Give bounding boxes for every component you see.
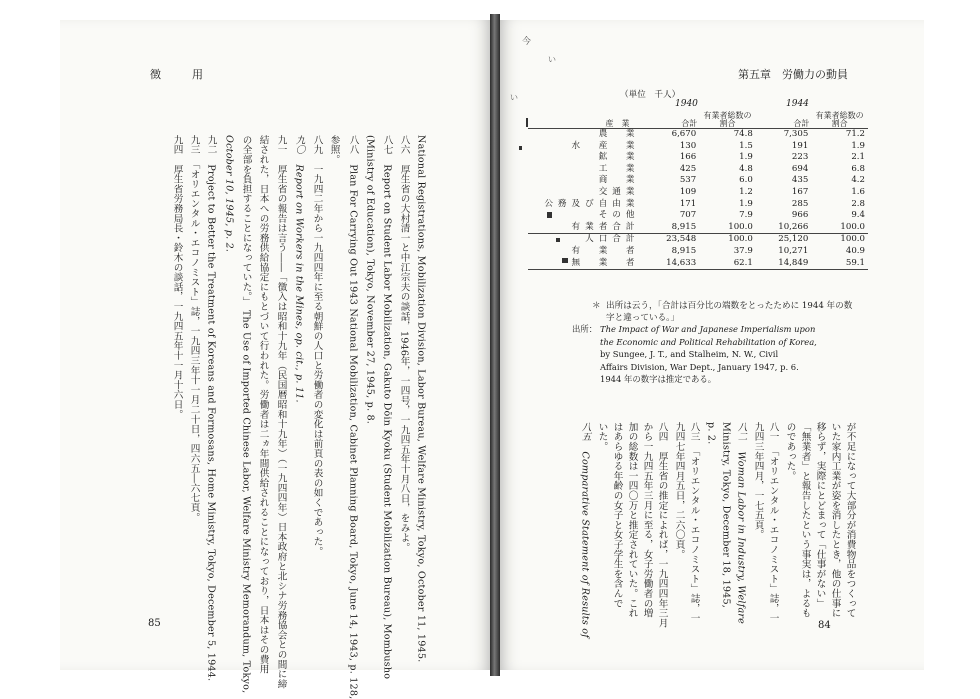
note-line: 八五 Comparative Statement of Results of bbox=[579, 422, 591, 638]
table-cell-p1944: 100.0 bbox=[840, 221, 865, 232]
year-1944: 1944 bbox=[786, 99, 809, 109]
table-cell-p1940: 6.0 bbox=[739, 175, 753, 186]
table-cell-p1944: 1.9 bbox=[851, 140, 865, 151]
table-cell-label: 農 業 bbox=[598, 129, 640, 139]
header-industry: 産 業 bbox=[528, 112, 646, 129]
table-cell-p1944: 71.2 bbox=[845, 129, 865, 139]
note-line: 八六 厚生省の大村清一と中江宗夫の談話，1946年，一四号，一九四五年十月八日，をみよ。 bbox=[398, 135, 410, 553]
note-line: Ministry, Tokyo, December 18, 1945, bbox=[720, 422, 732, 609]
note-line: 結された，日本への労務供給協定にもとづいて行われた。労働者は二ヵ年間供給されることになっており，日本はその費用 bbox=[257, 135, 269, 674]
note-line: National Registrations, Mobilization Division, Labor Bureau, Welfare Ministry, Tokyo, October 11, 1945. bbox=[415, 135, 427, 663]
table-cell-v1944: 10,266 bbox=[778, 221, 809, 232]
note-line: 九〇 Report on Workers in the Mines, op. cit., p. 11. bbox=[293, 135, 305, 403]
source-label: 出所： bbox=[572, 324, 598, 334]
table-cell-label: 鉱 業 bbox=[598, 152, 640, 163]
table-cell-p1940: 1.5 bbox=[739, 140, 753, 151]
margin-mark: い bbox=[510, 93, 518, 102]
note-line: (Ministry of Education), Tokyo, November 27, 1945, p. 8. bbox=[364, 135, 376, 425]
table-row bbox=[528, 187, 868, 199]
table-cell-v1944: 223 bbox=[791, 152, 809, 163]
note-line: 移らず，実際にとどまって「仕事がない」 bbox=[814, 422, 826, 609]
table-cell-v1940: 171 bbox=[679, 198, 697, 209]
table-row bbox=[528, 141, 868, 153]
source-line: the Economic and Political Rehabilitation of Korea, bbox=[600, 336, 817, 347]
table-row bbox=[528, 175, 868, 187]
note-line: から一九四五年三月に至る，女子労働者の増 bbox=[641, 422, 653, 618]
left-running-head: 徴 用 bbox=[150, 68, 213, 81]
source-line: The Impact of War and Japanese Imperialism upon bbox=[600, 324, 816, 334]
note-line: 八九 一九四二年から一九四四年に至る朝鮮の人口と労働者の変化は前頁の表の如くであった。 bbox=[311, 135, 323, 557]
note-line: October 10, 1945, p. 2. bbox=[223, 135, 235, 253]
left-page-number: 85 bbox=[148, 618, 161, 629]
note-line: 九四三年四月，一七五頁。 bbox=[752, 422, 764, 540]
table-cell-v1944: 435 bbox=[791, 175, 809, 186]
table-row bbox=[528, 129, 868, 141]
table-row bbox=[528, 152, 868, 164]
table-cell-v1944: 191 bbox=[791, 140, 809, 151]
table-cell-p1940: 1.2 bbox=[739, 186, 753, 197]
note-line: 参照。 bbox=[328, 135, 340, 165]
header-share-1944: 有業者総数の割合 bbox=[811, 112, 868, 129]
table-cell-v1940: 8,915 bbox=[671, 245, 697, 256]
header-total-1944: 合計 bbox=[756, 112, 811, 129]
table-cell-v1944: 694 bbox=[791, 163, 809, 174]
table-cell-label: 有 業 者 bbox=[571, 245, 640, 256]
note-line: p. 2. bbox=[705, 422, 717, 445]
header-share-1940: 有業者総数の割合 bbox=[699, 112, 756, 129]
note-line: 八八 Plan For Carrying Out 1943 National Mobilization, Cabinet Planning Board, Tokyo, June 14, 1943, p. 128, bbox=[347, 135, 359, 699]
note-line: はあらゆる年齢の女子と女子学生を含んで bbox=[611, 422, 623, 609]
note-line: いた。 bbox=[596, 422, 608, 452]
note-line: のであった。 bbox=[784, 422, 796, 481]
table-cell-v1944: 10,271 bbox=[778, 245, 809, 256]
source-line: 1944 年の数字は推定である。 bbox=[600, 374, 717, 385]
table-cell-v1940: 109 bbox=[679, 186, 697, 197]
table-cell-p1944: 1.6 bbox=[851, 186, 865, 197]
table-row bbox=[528, 210, 868, 222]
table-cell-label: 有業者合計 bbox=[571, 221, 640, 232]
source-line: by Sungee, J. T., and Stalheim, N. W., Civil bbox=[600, 349, 779, 360]
table-cell-v1940: 8,915 bbox=[671, 221, 697, 232]
table-cell-v1940: 23,548 bbox=[666, 234, 697, 245]
note-line: いた家内工業が姿を消したとき，他の仕事に bbox=[829, 422, 841, 618]
table-cell-v1944: 285 bbox=[791, 198, 809, 209]
year-1940: 1940 bbox=[675, 99, 698, 109]
table-cell-p1940: 1.9 bbox=[739, 198, 753, 209]
table-row bbox=[528, 234, 868, 246]
source-line: Affairs Division, War Dept., January 1947, p. 6. bbox=[600, 361, 799, 372]
employment-table bbox=[528, 112, 868, 270]
right-page-number: 84 bbox=[818, 620, 831, 631]
footnote: 出所は云う，「合計は百分比の端数をとったために 1944 年の数 bbox=[606, 301, 853, 311]
table-cell-v1944: 25,120 bbox=[778, 234, 809, 245]
table-row bbox=[528, 258, 868, 270]
table-cell-p1944: 4.2 bbox=[851, 175, 865, 186]
header-total-1940: 合計 bbox=[646, 112, 700, 129]
table-cell-p1940: 1.9 bbox=[739, 152, 753, 163]
table-cell-p1944: 100.0 bbox=[840, 234, 865, 245]
table-cell-label: 公務及び自由業 bbox=[544, 198, 640, 209]
table-cell-v1940: 425 bbox=[679, 163, 697, 174]
table-cell-p1940: 100.0 bbox=[728, 221, 753, 232]
table-cell-v1940: 130 bbox=[679, 140, 697, 151]
note-line: の全部を負担することになっていた。」 The Use of Imported Chinese Labor, Welfare Ministry Memorandum, Tokyo, bbox=[240, 135, 252, 694]
note-line: 九三 「オリエンタル・エコノミスト」誌，一九四三年十一月二十日，四六五―六七頁。 bbox=[188, 135, 200, 523]
note-line: 九二 Project to Better the Treatment of Koreans and Formosans, Home Ministry, Tokyo, December 5, 1944. bbox=[205, 135, 217, 682]
table-cell-label: 人口合計 bbox=[585, 234, 640, 245]
note-line: 八四 厚生省の推定によれば，一九四四年三月 bbox=[656, 422, 668, 628]
note-line: 「無業者」と報告したという事実は，よるも bbox=[799, 422, 811, 618]
table-cell-label: 水 産 業 bbox=[571, 140, 640, 151]
table-cell-p1940: 4.8 bbox=[739, 163, 753, 174]
note-line: 加の総数は一四〇万と推定されていた。これ bbox=[626, 422, 638, 618]
table-cell-label: 工 業 bbox=[598, 163, 640, 174]
note-line: が不足になって大部分が消費物品をつくって bbox=[844, 422, 856, 618]
table-cell-label: その他 bbox=[598, 210, 640, 221]
table-cell-v1940: 537 bbox=[679, 175, 697, 186]
right-running-head: 第五章 労働力の動員 bbox=[738, 68, 848, 81]
table-cell-v1940: 14,633 bbox=[666, 257, 697, 268]
table-cell-v1944: 14,849 bbox=[778, 257, 809, 268]
table-cell-v1944: 167 bbox=[791, 186, 809, 197]
table-cell-p1940: 100.0 bbox=[728, 234, 753, 245]
table-unit: （単位 千人） bbox=[620, 90, 681, 100]
source-citation bbox=[572, 323, 880, 386]
note-line: 八三 「オリエンタル・エコノミスト」誌，一 bbox=[688, 422, 700, 623]
table-cell-v1944: 966 bbox=[791, 210, 809, 221]
table-cell-p1944: 2.1 bbox=[851, 152, 865, 163]
table-cell-label: 交通業 bbox=[598, 186, 640, 197]
table-row bbox=[528, 199, 868, 211]
table-row bbox=[528, 164, 868, 176]
table-cell-p1940: 7.9 bbox=[739, 210, 753, 221]
table-cell-v1940: 166 bbox=[679, 152, 697, 163]
note-line: 八二 Woman Labor in Industry, Welfare bbox=[735, 422, 747, 625]
table-cell-v1940: 707 bbox=[679, 210, 697, 221]
table-cell-p1944: 40.9 bbox=[845, 245, 865, 256]
table-row bbox=[528, 246, 868, 258]
table-cell-label: 無 業 者 bbox=[571, 257, 640, 268]
table-cell-p1940: 37.9 bbox=[733, 245, 753, 256]
table-cell-p1944: 9.4 bbox=[851, 210, 865, 221]
note-line: 九四 厚生省労務局長・鈴木の談話，一九四五年十一月十六日。 bbox=[171, 135, 183, 420]
note-line: 九一 厚生省の報告は言う――「徴入は昭和十九年（民国暦昭和十九年）（一九四四年）日本政府と北シナ労務協会との間に締 bbox=[275, 135, 287, 689]
table-cell-label: 商 業 bbox=[598, 175, 640, 186]
table-cell-p1940: 74.8 bbox=[733, 129, 753, 139]
table-cell-p1944: 6.8 bbox=[851, 163, 865, 174]
note-line: 八一 「オリエンタル・エコノミスト」誌，一 bbox=[767, 422, 779, 623]
footnote-cont: 字と違っている。」 bbox=[606, 313, 680, 323]
table-row bbox=[528, 222, 868, 234]
book-gutter bbox=[490, 14, 500, 676]
table-cell-p1940: 62.1 bbox=[733, 257, 753, 268]
note-line: 九四七年四月五日，二六〇頁。 bbox=[673, 422, 685, 560]
note-line: 八七 Report on Student Labor Mobilization, Gakuto Dōin Kyoku (Student Mobilization Bureau), Mombusho bbox=[381, 135, 393, 680]
margin-mark: い bbox=[548, 55, 556, 64]
footnote-mark: ＊ bbox=[592, 301, 601, 311]
table-cell-p1944: 59.1 bbox=[845, 257, 865, 268]
table-cell-v1944: 7,305 bbox=[783, 129, 809, 139]
margin-mark: 今 bbox=[522, 37, 532, 47]
table-cell-p1944: 2.8 bbox=[851, 198, 865, 209]
table-cell-v1940: 6,670 bbox=[671, 129, 697, 139]
